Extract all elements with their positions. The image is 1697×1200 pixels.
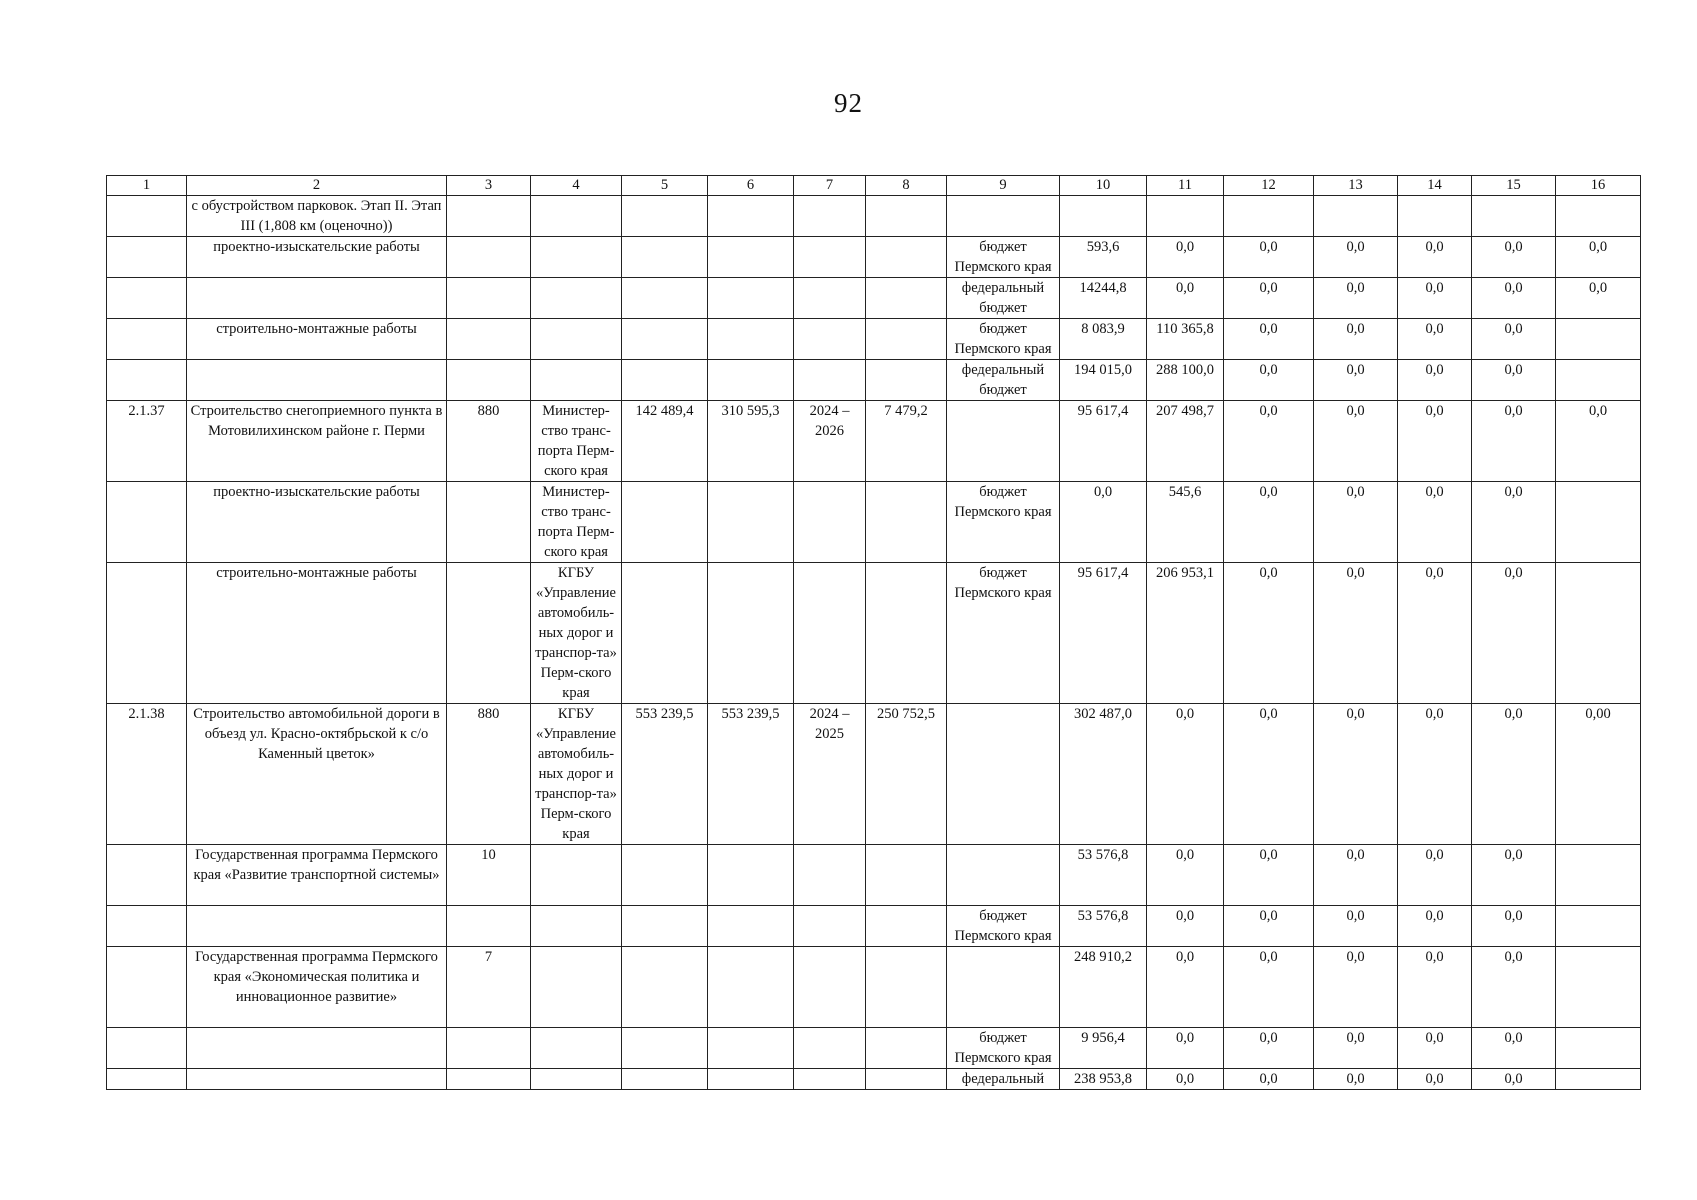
table-cell: 14244,8	[1060, 278, 1147, 319]
table-cell	[1556, 947, 1641, 1028]
table-cell	[866, 237, 947, 278]
table-cell: бюджет Пермского края	[947, 1028, 1060, 1069]
table-cell	[866, 563, 947, 704]
table-body	[107, 176, 1641, 1090]
table-cell	[531, 319, 622, 360]
page-number: 92	[834, 88, 863, 118]
table-cell	[622, 845, 708, 906]
table-cell: 0,0	[1224, 845, 1314, 906]
table-row	[107, 563, 1641, 704]
table-cell	[794, 237, 866, 278]
table-cell	[107, 1028, 187, 1069]
table-cell: 545,6	[1147, 482, 1224, 563]
table-cell: 0,0	[1314, 237, 1398, 278]
table-cell: 0,0	[1147, 906, 1224, 947]
table-cell: 0,0	[1556, 401, 1641, 482]
table-cell	[531, 845, 622, 906]
table-cell: 0,0	[1147, 237, 1224, 278]
table-cell: 2.1.37	[107, 401, 187, 482]
table-cell: 0,0	[1472, 360, 1556, 401]
table-cell	[708, 482, 794, 563]
table-cell	[187, 278, 447, 319]
table-cell	[1556, 360, 1641, 401]
table-cell: 593,6	[1060, 237, 1147, 278]
table-cell	[447, 906, 531, 947]
table-cell: 0,0	[1224, 704, 1314, 845]
table-cell: 0,0	[1224, 906, 1314, 947]
table-cell	[708, 1069, 794, 1090]
table-cell: 0,0	[1472, 482, 1556, 563]
table-cell: бюджет Пермского края	[947, 906, 1060, 947]
table-cell	[107, 947, 187, 1028]
table-cell: федеральный	[947, 1069, 1060, 1090]
column-number-cell: 6	[708, 176, 794, 196]
table-cell: проектно-изыскательские работы	[187, 237, 447, 278]
table-cell	[447, 563, 531, 704]
table-cell	[622, 196, 708, 237]
table-cell: 0,00	[1556, 704, 1641, 845]
column-number-cell: 9	[947, 176, 1060, 196]
table-cell: 7 479,2	[866, 401, 947, 482]
table-cell	[622, 906, 708, 947]
table-cell: 0,0	[1398, 482, 1472, 563]
table-cell: 0,0	[1224, 1069, 1314, 1090]
table-cell	[187, 906, 447, 947]
table-cell: 2024 – 2026	[794, 401, 866, 482]
table-row	[107, 401, 1641, 482]
table-cell: 0,0	[1224, 947, 1314, 1028]
table-cell: 288 100,0	[1147, 360, 1224, 401]
table-cell: 0,0	[1147, 1028, 1224, 1069]
table-row	[107, 360, 1641, 401]
table-cell: 0,0	[1398, 563, 1472, 704]
table-cell	[622, 237, 708, 278]
table-cell	[866, 845, 947, 906]
table-cell	[622, 319, 708, 360]
table-cell: КГБУ «Управление автомобиль-ных дорог и транспор-та» Перм-ского края	[531, 704, 622, 845]
table-cell: 0,0	[1224, 1028, 1314, 1069]
table-cell: 0,0	[1314, 482, 1398, 563]
table-cell: 0,0	[1314, 319, 1398, 360]
table-cell	[107, 196, 187, 237]
table-cell	[708, 196, 794, 237]
table-row	[107, 704, 1641, 845]
table-cell	[794, 319, 866, 360]
table-cell	[1556, 563, 1641, 704]
table-cell	[447, 237, 531, 278]
table-cell	[1472, 196, 1556, 237]
table-cell	[794, 278, 866, 319]
table-cell: 0,0	[1224, 563, 1314, 704]
table-cell	[622, 947, 708, 1028]
table-cell: строительно-монтажные работы	[187, 319, 447, 360]
table-cell: 0,0	[1314, 278, 1398, 319]
table-cell: с обустройством парковок. Этап II. Этап III (1,808 км (оценочно))	[187, 196, 447, 237]
table-cell	[866, 906, 947, 947]
table-cell: 0,0	[1472, 906, 1556, 947]
table-cell	[794, 906, 866, 947]
table-cell	[531, 1028, 622, 1069]
table-cell	[1556, 1028, 1641, 1069]
table-cell	[794, 196, 866, 237]
table-cell: 0,0	[1472, 1069, 1556, 1090]
table-cell	[107, 906, 187, 947]
table-cell: 0,0	[1224, 319, 1314, 360]
table-cell	[1556, 845, 1641, 906]
table-cell	[1398, 196, 1472, 237]
table-cell	[447, 482, 531, 563]
table-cell: 0,0	[1472, 237, 1556, 278]
table-cell	[708, 1028, 794, 1069]
table-cell	[947, 401, 1060, 482]
table-cell	[107, 360, 187, 401]
table-cell: 0,0	[1147, 704, 1224, 845]
table-cell	[866, 1069, 947, 1090]
table-row	[107, 1028, 1641, 1069]
table-row	[107, 1069, 1641, 1090]
table-cell	[1314, 196, 1398, 237]
table-cell: 0,0	[1398, 278, 1472, 319]
table-cell: бюджет Пермского края	[947, 319, 1060, 360]
table-cell: 194 015,0	[1060, 360, 1147, 401]
table-cell: 2.1.38	[107, 704, 187, 845]
table-cell: 310 595,3	[708, 401, 794, 482]
table-cell	[1556, 482, 1641, 563]
table-cell: 0,0	[1224, 482, 1314, 563]
table-cell	[947, 704, 1060, 845]
table-cell	[531, 278, 622, 319]
table-cell: 0,0	[1472, 319, 1556, 360]
table-cell: 10	[447, 845, 531, 906]
table-cell	[187, 1028, 447, 1069]
table-cell	[531, 906, 622, 947]
table-cell: 53 576,8	[1060, 906, 1147, 947]
table-cell	[531, 360, 622, 401]
table-cell	[794, 482, 866, 563]
table-cell: 0,0	[1398, 1028, 1472, 1069]
table-cell	[866, 1028, 947, 1069]
table-cell: 0,0	[1556, 278, 1641, 319]
table-cell: 0,0	[1556, 237, 1641, 278]
column-number-cell: 5	[622, 176, 708, 196]
table-cell	[107, 482, 187, 563]
table-cell	[708, 947, 794, 1028]
column-number-cell: 14	[1398, 176, 1472, 196]
column-number-cell: 16	[1556, 176, 1641, 196]
table-cell: 250 752,5	[866, 704, 947, 845]
table-cell: 95 617,4	[1060, 563, 1147, 704]
table-cell	[187, 1069, 447, 1090]
column-number-cell: 10	[1060, 176, 1147, 196]
table-cell: 0,0	[1147, 278, 1224, 319]
table-cell: 0,0	[1314, 563, 1398, 704]
table-cell	[447, 319, 531, 360]
table-cell: 0,0	[1314, 845, 1398, 906]
table-cell: 7	[447, 947, 531, 1028]
table-cell	[794, 1069, 866, 1090]
table-cell: 0,0	[1398, 360, 1472, 401]
table-cell	[622, 278, 708, 319]
table-cell: 0,0	[1314, 906, 1398, 947]
table-cell	[708, 906, 794, 947]
column-number-row	[107, 176, 1641, 196]
table-cell: Строительство автомобильной дороги в объезд ул. Красно-октябрьской к с/о Каменный цветок»	[187, 704, 447, 845]
table-cell: 9 956,4	[1060, 1028, 1147, 1069]
table-cell: 880	[447, 704, 531, 845]
table-cell	[866, 482, 947, 563]
column-number-cell: 8	[866, 176, 947, 196]
table-cell: 8 083,9	[1060, 319, 1147, 360]
column-number-cell: 12	[1224, 176, 1314, 196]
table-cell: 0,0	[1472, 1028, 1556, 1069]
table-cell: КГБУ «Управление автомобиль-ных дорог и транспор-та» Перм-ского края	[531, 563, 622, 704]
table-cell: 0,0	[1314, 1028, 1398, 1069]
table-cell: 0,0	[1398, 704, 1472, 845]
table-cell	[622, 1028, 708, 1069]
table-cell	[622, 563, 708, 704]
table-cell: 142 489,4	[622, 401, 708, 482]
table-cell: 0,0	[1314, 704, 1398, 845]
table-cell: 553 239,5	[708, 704, 794, 845]
column-number-cell: 11	[1147, 176, 1224, 196]
table-cell: бюджет Пермского края	[947, 237, 1060, 278]
table-cell: 206 953,1	[1147, 563, 1224, 704]
table-cell: Государственная программа Пермского края «Развитие транспортной системы»	[187, 845, 447, 906]
table-cell	[947, 845, 1060, 906]
column-number-cell: 2	[187, 176, 447, 196]
table-cell: 0,0	[1147, 845, 1224, 906]
table-cell	[622, 482, 708, 563]
table-cell: 0,0	[1224, 360, 1314, 401]
table-cell	[187, 360, 447, 401]
table-cell: Министер-ство транс-порта Перм-ского края	[531, 482, 622, 563]
table-cell	[447, 1028, 531, 1069]
table-cell	[794, 563, 866, 704]
table-cell	[1556, 196, 1641, 237]
table-cell: 0,0	[1147, 947, 1224, 1028]
table-cell	[947, 196, 1060, 237]
table-cell: 53 576,8	[1060, 845, 1147, 906]
table-cell	[447, 196, 531, 237]
table-cell	[1060, 196, 1147, 237]
table-row	[107, 947, 1641, 1028]
table-cell	[866, 319, 947, 360]
table-cell	[866, 947, 947, 1028]
table-row	[107, 845, 1641, 906]
table-cell	[1147, 196, 1224, 237]
table-cell	[708, 845, 794, 906]
table-cell: 0,0	[1398, 237, 1472, 278]
column-number-cell: 4	[531, 176, 622, 196]
table-cell	[1556, 319, 1641, 360]
table-cell: 248 910,2	[1060, 947, 1147, 1028]
table-cell: 0,0	[1398, 319, 1472, 360]
table-cell: 238 953,8	[1060, 1069, 1147, 1090]
column-number-cell: 7	[794, 176, 866, 196]
table-cell	[107, 319, 187, 360]
table-cell: проектно-изыскательские работы	[187, 482, 447, 563]
table-cell: 0,0	[1398, 906, 1472, 947]
table-cell: 880	[447, 401, 531, 482]
table-row	[107, 237, 1641, 278]
table-cell: 553 239,5	[622, 704, 708, 845]
table-cell	[107, 845, 187, 906]
table-cell: 0,0	[1398, 401, 1472, 482]
table-cell: 207 498,7	[1147, 401, 1224, 482]
table-cell	[447, 360, 531, 401]
table-cell	[107, 237, 187, 278]
table-cell	[531, 237, 622, 278]
table-cell: 0,0	[1472, 401, 1556, 482]
table-cell: 0,0	[1314, 360, 1398, 401]
table-cell: 95 617,4	[1060, 401, 1147, 482]
table-cell	[622, 1069, 708, 1090]
table-row	[107, 482, 1641, 563]
column-number-cell: 3	[447, 176, 531, 196]
table-cell: 0,0	[1472, 563, 1556, 704]
table-cell: Министер-ство транс-порта Перм-ского края	[531, 401, 622, 482]
table-cell	[1224, 196, 1314, 237]
table-row	[107, 906, 1641, 947]
table-cell	[622, 360, 708, 401]
table-cell: бюджет Пермского края	[947, 563, 1060, 704]
table-row	[107, 319, 1641, 360]
table-cell	[531, 196, 622, 237]
table-cell	[447, 1069, 531, 1090]
table-cell: 0,0	[1472, 704, 1556, 845]
table-cell: 0,0	[1398, 845, 1472, 906]
table-cell	[794, 845, 866, 906]
table-cell: 0,0	[1472, 845, 1556, 906]
table-cell: федеральный бюджет	[947, 278, 1060, 319]
table-cell: 0,0	[1224, 401, 1314, 482]
table-cell	[794, 947, 866, 1028]
table-cell	[708, 360, 794, 401]
table-cell	[531, 1069, 622, 1090]
table-cell: 0,0	[1224, 278, 1314, 319]
table-cell: 110 365,8	[1147, 319, 1224, 360]
table-cell: 0,0	[1472, 278, 1556, 319]
table-cell: 0,0	[1314, 947, 1398, 1028]
table-cell	[866, 278, 947, 319]
table-cell	[1556, 1069, 1641, 1090]
table-cell: 0,0	[1472, 947, 1556, 1028]
table-cell	[531, 947, 622, 1028]
table-cell	[866, 360, 947, 401]
table-cell: Строительство снегоприемного пункта в Мотовилихинском районе г. Перми	[187, 401, 447, 482]
column-number-cell: 15	[1472, 176, 1556, 196]
budget-table	[106, 175, 1641, 1090]
table-cell: 2024 – 2025	[794, 704, 866, 845]
table-cell	[708, 278, 794, 319]
table-cell: 302 487,0	[1060, 704, 1147, 845]
table-cell: федеральный бюджет	[947, 360, 1060, 401]
table-cell	[708, 237, 794, 278]
table-cell	[708, 319, 794, 360]
table-cell: 0,0	[1060, 482, 1147, 563]
table-cell	[794, 360, 866, 401]
table-cell: 0,0	[1398, 1069, 1472, 1090]
table-cell	[794, 1028, 866, 1069]
table-cell: 0,0	[1314, 1069, 1398, 1090]
table-cell	[107, 563, 187, 704]
table-cell	[107, 1069, 187, 1090]
column-number-cell: 13	[1314, 176, 1398, 196]
column-number-cell: 1	[107, 176, 187, 196]
table-cell	[866, 196, 947, 237]
table-row	[107, 196, 1641, 237]
table-cell	[447, 278, 531, 319]
table-cell: 0,0	[1314, 401, 1398, 482]
table-cell: 0,0	[1398, 947, 1472, 1028]
table-cell	[107, 278, 187, 319]
table-cell	[708, 563, 794, 704]
table-cell	[1556, 906, 1641, 947]
table-cell: 0,0	[1224, 237, 1314, 278]
table-cell: Государственная программа Пермского края «Экономическая политика и инновационное развитие»	[187, 947, 447, 1028]
table-row	[107, 278, 1641, 319]
table-cell	[947, 947, 1060, 1028]
table-cell: строительно-монтажные работы	[187, 563, 447, 704]
table-cell: бюджет Пермского края	[947, 482, 1060, 563]
table-cell: 0,0	[1147, 1069, 1224, 1090]
